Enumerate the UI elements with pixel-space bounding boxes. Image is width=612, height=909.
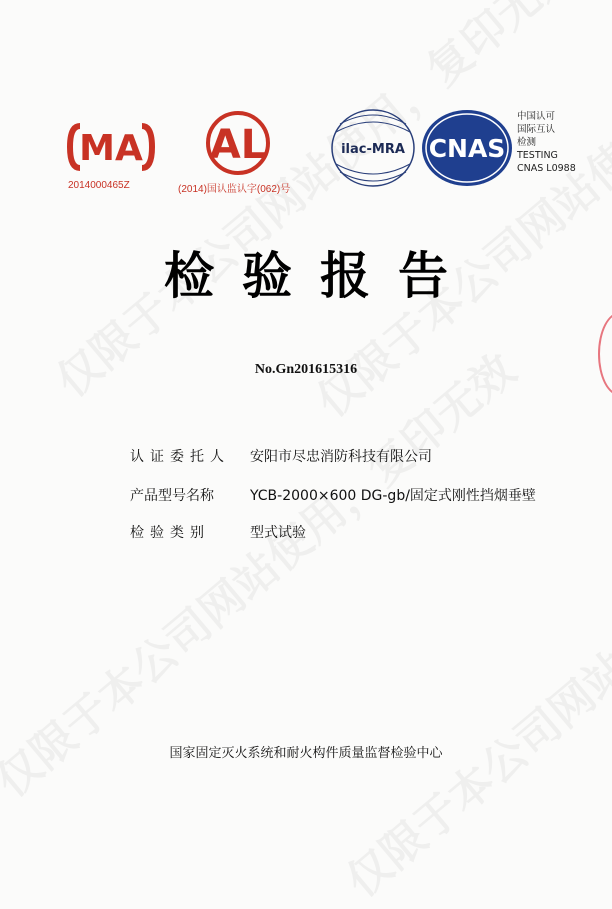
ilac-mra-logo xyxy=(330,108,416,192)
ilac-logo-text: ilac-MRA xyxy=(341,142,405,157)
cma-logo-text: MA xyxy=(79,128,143,169)
cal-logo-text: AL xyxy=(209,122,267,168)
cma-code: 2014000465Z xyxy=(68,180,130,191)
watermark xyxy=(40,0,587,409)
cnas-logo xyxy=(420,108,514,192)
field-test-type xyxy=(130,522,306,542)
report-title: 检验报告 xyxy=(164,247,476,305)
cal-code: (2014)国认监认字(062)号 xyxy=(178,184,291,195)
watermark xyxy=(330,436,612,909)
cnas-text-line: 检测 xyxy=(517,137,537,148)
cnas-logo-text: CNAS xyxy=(428,134,506,163)
watermark xyxy=(0,336,527,809)
field-product xyxy=(130,485,536,505)
issuer-name: 国家固定灭火系统和耐火构件质量监督检验中心 xyxy=(169,746,443,761)
field-value: YCB-2000×600 DG-gb/固定式刚性挡烟垂壁 xyxy=(250,488,536,504)
field-label: 检验类别 xyxy=(130,525,210,541)
cnas-text-line: TESTING xyxy=(517,150,558,161)
cal-logo xyxy=(200,110,276,180)
field-value: 型式试验 xyxy=(250,525,306,541)
field-value: 安阳市尽忠消防科技有限公司 xyxy=(250,449,432,465)
cnas-text-line: CNAS L0988 xyxy=(517,163,576,174)
report-number: No.Gn201615316 xyxy=(254,362,358,377)
seal-stamp xyxy=(598,312,612,396)
field-label: 产品型号名称 xyxy=(130,488,214,504)
cma-logo xyxy=(66,118,156,180)
cnas-text-line: 国际互认 xyxy=(517,124,556,135)
cnas-accreditation-text xyxy=(517,110,576,175)
field-label: 认证委托人 xyxy=(130,449,230,465)
field-client xyxy=(130,446,432,466)
cnas-text-line: 中国认可 xyxy=(517,111,556,122)
